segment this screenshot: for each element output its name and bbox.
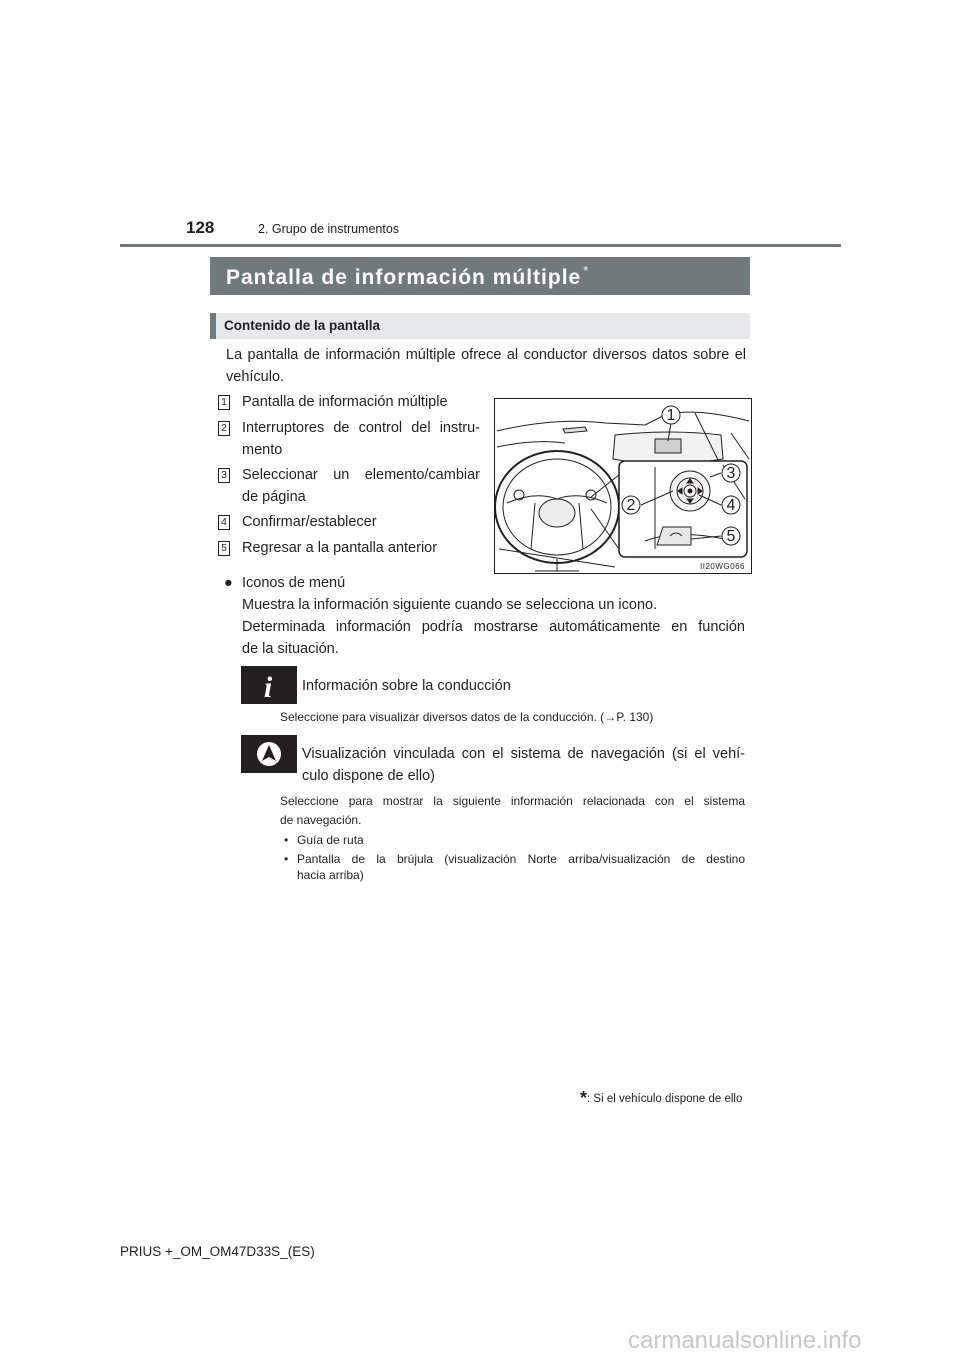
section-title-bar [210, 257, 750, 295]
sub-bullet: • [284, 852, 289, 866]
document-code: PRIUS +_OM_OM47D33S_(ES) [120, 1244, 315, 1259]
item-number: 4 [218, 515, 230, 530]
item-text: Interruptores de control del instru- [242, 420, 480, 436]
info-i-icon [241, 666, 297, 704]
icon-desc-navigation-cont: de navegación. [280, 813, 362, 827]
item-number: 1 [218, 395, 230, 410]
intro-paragraph: La pantalla de información múltiple ofrece al conductor diversos datos sobre el vehículo. [226, 347, 746, 385]
item-text: Regresar a la pantalla anterior [242, 540, 438, 556]
title-asterisk: * [583, 263, 590, 278]
icon-desc-driving-info: Seleccione para visualizar diversos datos de la conducción. (→P. 130) [280, 710, 654, 724]
item-text: Confirmar/establecer [242, 514, 377, 530]
sub-item-compass: Pantalla de la brújula (visualización Norte arriba/visualización de destino [297, 852, 745, 866]
subsection-marker [210, 313, 216, 339]
subsection-title: Contenido de la pantalla [224, 318, 381, 333]
icon-label-navigation: Visualización vinculada con el sistema de navegación (si el vehí- [302, 746, 745, 762]
subsection-bar [210, 313, 750, 339]
sub-item-compass-cont: hacia arriba) [297, 868, 364, 882]
item-number: 3 [218, 468, 230, 483]
sub-item-route-guidance: Guía de ruta [297, 833, 364, 847]
icon-label-navigation-cont: culo dispone de ello) [302, 768, 436, 784]
header-divider [120, 244, 841, 247]
section-header: 2. Grupo de instrumentos [258, 222, 400, 236]
icon-label-driving-info: Información sobre la conducción [302, 678, 511, 694]
page-number: 128 [186, 218, 215, 237]
item-text-cont: de página [242, 489, 306, 505]
dashboard-drawing [495, 399, 751, 573]
section-title: Pantalla de información múltiple * [226, 263, 590, 289]
icon-desc-navigation: Seleccione para mostrar la siguiente información relacionada con el sistema [280, 794, 745, 808]
figure-code: II20WG066 [700, 562, 745, 571]
menu-description: Muestra la información siguiente cuando se selecciona un icono. [242, 597, 658, 613]
menu-bullet: ● [224, 575, 233, 591]
callout-3-label: 3 [726, 465, 736, 482]
menu-note: Determinada información podría mostrarse automáticamente en función [242, 619, 745, 635]
callout-5-label: 5 [726, 528, 736, 545]
callout-2-label: 2 [626, 497, 636, 514]
footnote: *: Si el vehículo dispone de ello [580, 1088, 743, 1108]
navigation-arrow-icon [241, 735, 297, 773]
item-text: Seleccionar un elemento/cambiar [242, 467, 480, 483]
item-text-cont: mento [242, 442, 283, 458]
item-text: Pantalla de información múltiple [242, 394, 448, 410]
sub-bullet: • [284, 833, 289, 847]
menu-note-cont: de la situación. [242, 641, 339, 657]
watermark: carmanualsonline.info [628, 1327, 862, 1354]
svg-text:i: i [263, 671, 273, 704]
callout-1-label: 1 [666, 407, 676, 424]
footnote-mark: * [580, 1088, 588, 1108]
menu-heading: Iconos de menú [242, 575, 346, 591]
steering-wheel-illustration [494, 398, 752, 574]
callout-4-label: 4 [726, 497, 736, 514]
item-number: 5 [218, 541, 230, 556]
item-number: 2 [218, 421, 230, 436]
